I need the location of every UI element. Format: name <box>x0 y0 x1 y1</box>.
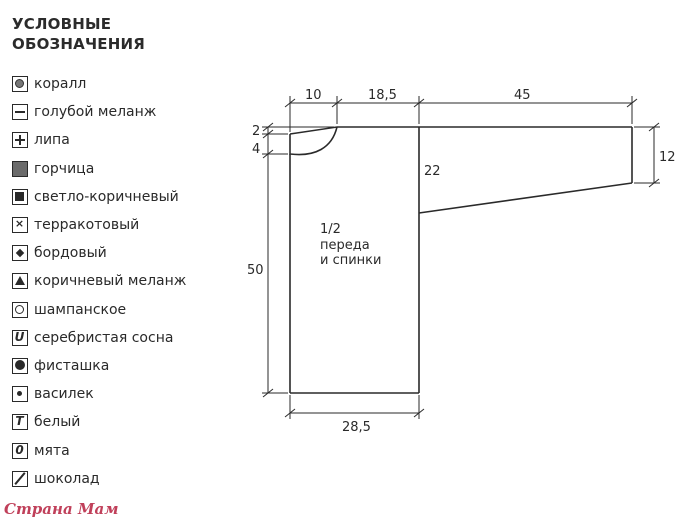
legend-item-label: светло-коричневый <box>34 188 179 205</box>
legend-item-label: липа <box>34 132 70 149</box>
dim-neck-width: 10 <box>305 88 322 103</box>
legend-item-label: бордовый <box>34 245 107 262</box>
dim-neck-back: 2 <box>252 124 261 139</box>
neck-back-line <box>290 127 337 134</box>
top-dimension <box>285 88 637 132</box>
neck-depth-dimension <box>252 123 334 158</box>
cross-glyph: × <box>14 217 25 231</box>
legend-item-label: мята <box>34 442 70 459</box>
dim-sleeve-length: 45 <box>514 88 531 103</box>
piece-label <box>320 222 381 268</box>
sleeve-cuff-dimension <box>634 123 676 187</box>
legend-item-label: коричневый меланж <box>34 273 187 290</box>
legend-title-line1: УСЛОВНЫЕ <box>12 15 112 33</box>
legend-item-label: голубой меланж <box>34 104 157 121</box>
legend-title-line2: ОБОЗНАЧЕНИЯ <box>12 35 145 53</box>
zero-glyph: 0 <box>15 442 24 457</box>
legend-item-label: терракотовый <box>34 217 140 234</box>
body-height-dimension <box>247 154 288 397</box>
legend-item-label: шампанское <box>34 301 127 318</box>
dim-armhole-depth: 22 <box>424 164 441 179</box>
piece-label-line2: переда <box>320 238 370 253</box>
dim-body-height: 50 <box>247 263 264 278</box>
piece-label-line3: и спинки <box>320 253 382 268</box>
t-glyph: T <box>15 414 24 429</box>
bottom-width-dimension <box>285 395 424 435</box>
watermark: Страна Мам <box>4 500 119 518</box>
legend-item-label: шоколад <box>34 470 100 487</box>
piece-label-line1: 1/2 <box>320 222 341 237</box>
dim-bottom-width: 28,5 <box>342 420 371 435</box>
legend-item-label: серебристая сосна <box>34 329 174 346</box>
legend-item-label: василек <box>34 386 94 403</box>
u-glyph: U <box>14 329 25 344</box>
dim-neck-front: 4 <box>252 142 261 157</box>
legend-item-label: фисташка <box>34 357 110 374</box>
legend-item-label: белый <box>34 414 81 431</box>
dim-sleeve-end: 12 <box>659 150 676 165</box>
dim-shoulder-width: 18,5 <box>368 88 397 103</box>
legend-item-label: коралл <box>34 76 87 93</box>
legend-item-label: горчица <box>34 160 95 177</box>
sleeve-underside-line <box>419 183 632 213</box>
